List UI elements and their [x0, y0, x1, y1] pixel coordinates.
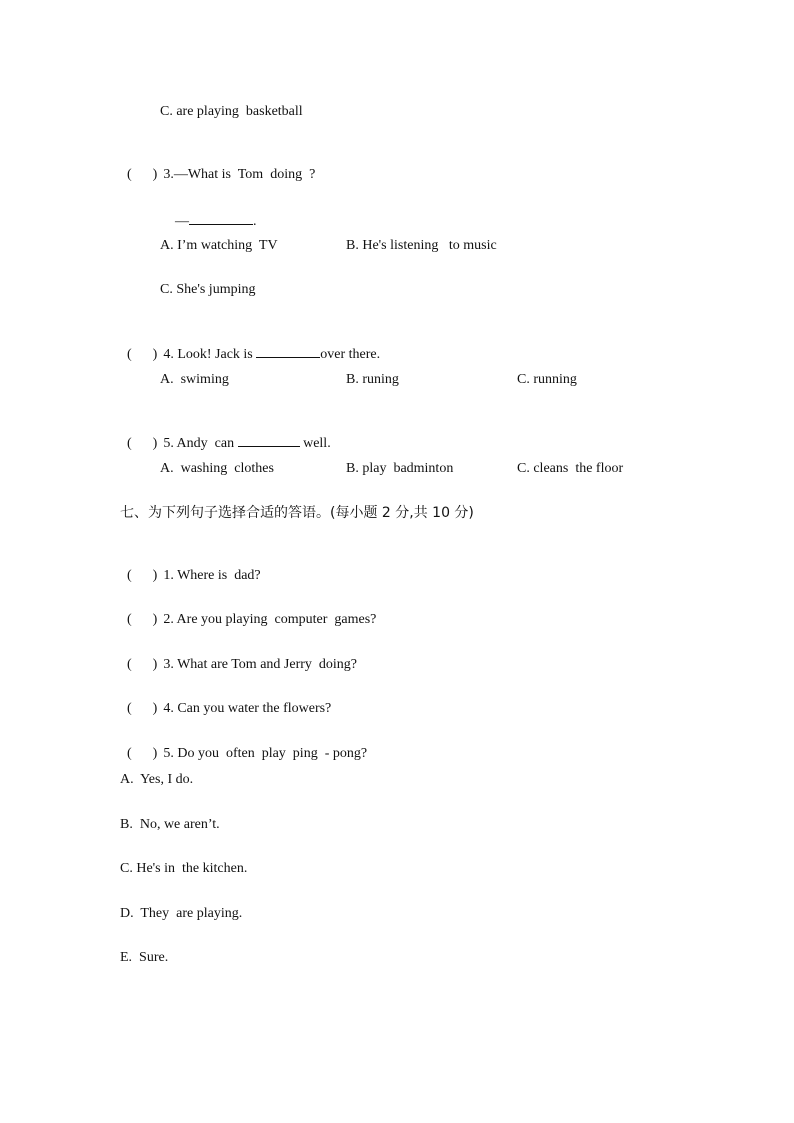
q5-stem-before: 5. Andy can	[163, 436, 238, 451]
q4-option-b: B. runing	[346, 372, 399, 387]
s7-question-5	[120, 727, 368, 761]
s7-q5-text: 5. Do you often play ping - pong?	[163, 746, 368, 761]
s7-answer-d: D. They are playing.	[120, 906, 243, 921]
s7-q3-paren: ( )	[127, 657, 158, 672]
s7-q4-paren: ( )	[127, 701, 158, 716]
q3-answer-blank	[189, 211, 253, 225]
q4-stem-before: 4. Look! Jack is	[163, 347, 257, 362]
q3-stem: 3.—What is Tom doing ?	[163, 167, 316, 182]
s7-q1-text: 1. Where is dad?	[163, 568, 261, 583]
s7-q4-text: 4. Can you water the flowers?	[163, 701, 332, 716]
q4-row	[120, 326, 381, 362]
s7-answer-e: E. Sure.	[120, 950, 169, 965]
q3-answer-line	[168, 193, 257, 229]
q4-answer-paren: ( )	[127, 347, 158, 362]
q2-option-c: C. are playing basketball	[160, 104, 303, 119]
q5-option-b: B. play badminton	[346, 461, 454, 476]
q5-option-a: A. washing clothes	[160, 461, 274, 476]
q3-option-a: A. I’m watching TV	[160, 238, 278, 253]
s7-q2-paren: ( )	[127, 612, 158, 627]
q5-blank	[238, 433, 300, 447]
q5-row	[120, 415, 331, 451]
q5-answer-paren: ( )	[127, 436, 158, 451]
q5-option-c: C. cleans the floor	[517, 461, 624, 476]
q4-option-a: A. swiming	[160, 372, 229, 387]
s7-answer-b: B. No, we aren’t.	[120, 817, 220, 832]
s7-answer-a: A. Yes, I do.	[120, 772, 194, 787]
q4-option-c: C. running	[517, 372, 577, 387]
s7-question-2	[120, 593, 377, 627]
q4-stem-after: over there.	[320, 347, 381, 362]
s7-q3-text: 3. What are Tom and Jerry doing?	[163, 657, 357, 672]
q3-option-b: B. He's listening to music	[346, 238, 497, 253]
q3-answer-dash: —	[175, 214, 189, 229]
s7-q2-text: 2. Are you playing computer games?	[163, 612, 377, 627]
s7-answer-c: C. He's in the kitchen.	[120, 861, 248, 876]
q3-row	[120, 148, 316, 182]
q3-answer-period: .	[253, 214, 257, 229]
q5-stem-after: well.	[299, 436, 331, 451]
q3-answer-paren: ( )	[127, 167, 158, 182]
section-7-title: 七、为下列句子选择合适的答语。(每小题 2 分,共 10 分)	[120, 505, 474, 521]
q4-blank	[256, 344, 320, 358]
s7-question-1	[120, 549, 261, 583]
s7-q5-paren: ( )	[127, 746, 158, 761]
q3-option-c: C. She's jumping	[160, 282, 256, 297]
s7-question-3	[120, 638, 357, 672]
s7-question-4	[120, 682, 332, 716]
s7-q1-paren: ( )	[127, 568, 158, 583]
